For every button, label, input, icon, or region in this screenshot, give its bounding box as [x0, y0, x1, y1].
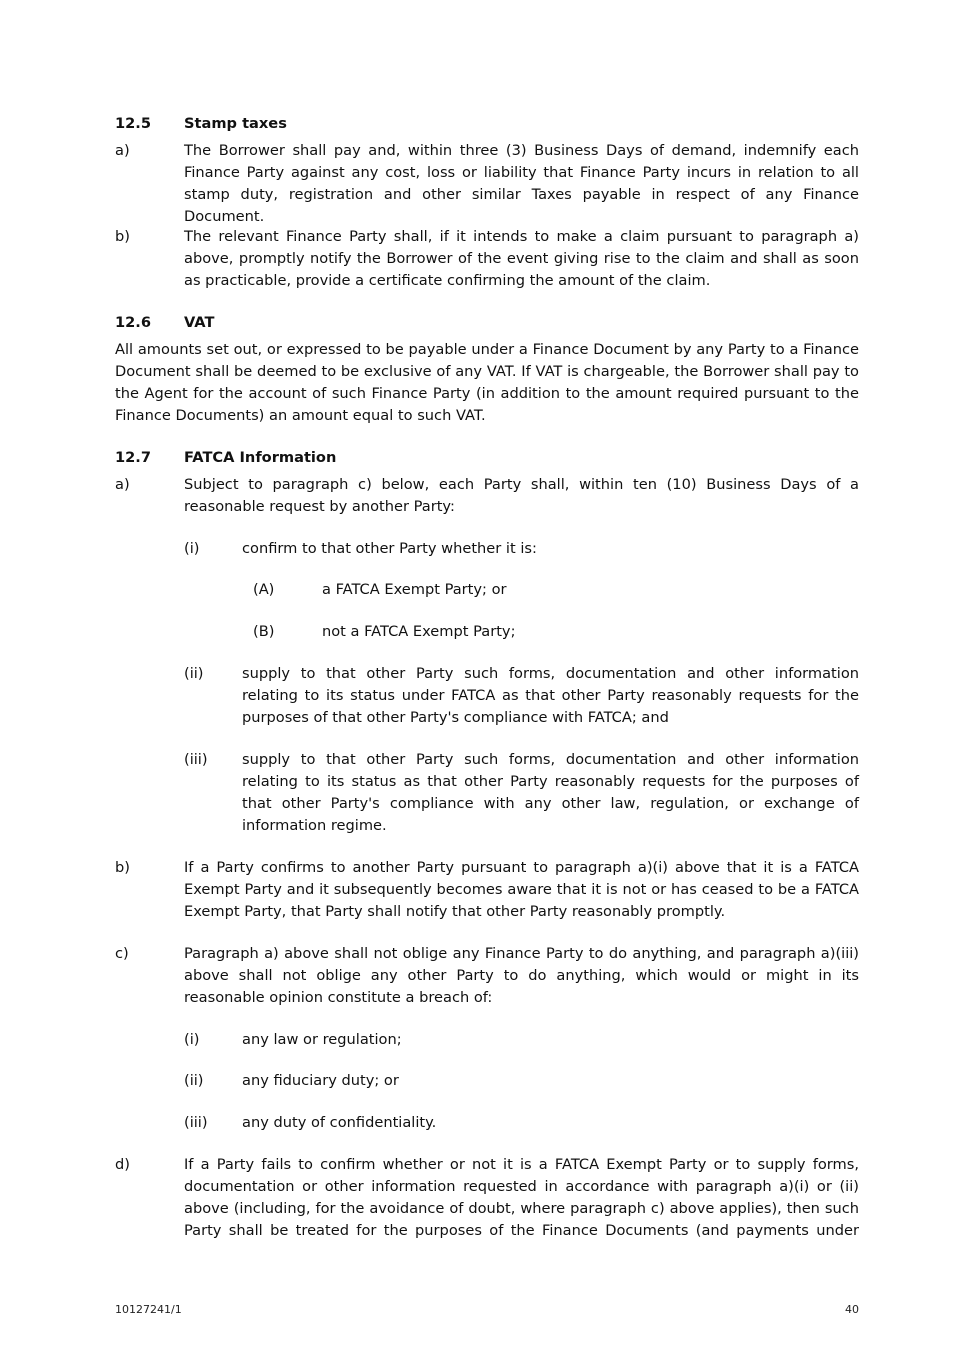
section-12-7-para-a-i: confirm to that other Party whether it is:: [242, 540, 537, 557]
subpara-label: (i): [184, 1031, 200, 1048]
section-12-7-para-a-i-A: a FATCA Exempt Party; or: [322, 581, 507, 598]
footer-page-number: 40: [845, 1303, 859, 1316]
section-12-5-number: 12.5: [115, 115, 152, 132]
section-12-7-para-a-ii: supply to that other Party such forms, documentation and other information relating to its status under FATCA as that other Party reasonably requests for the purposes of that other Party's compliance with FATCA; and: [242, 665, 859, 726]
section-12-7-para-c-ii: any fiduciary duty; or: [242, 1072, 399, 1089]
footer-doc-ref: 10127241/1: [115, 1303, 182, 1316]
section-12-7-para-c: Paragraph a) above shall not oblige any Finance Party to do anything, and paragraph a)(iii) above shall not oblige any other Party to do anything, which would or might in its reasonable opinion constitute a breach of:: [184, 945, 859, 1006]
para-label: a): [115, 142, 130, 159]
subpara-label: (ii): [184, 1072, 204, 1089]
section-12-7-para-a-i-B: not a FATCA Exempt Party;: [322, 623, 516, 640]
section-12-5-para-a: The Borrower shall pay and, within three (3) Business Days of demand, indemnify each Finance Party against any cost, loss or liability that Finance Party incurs in relation to all stamp duty, registration and other similar Taxes payable in respect of any Finance Document.: [184, 142, 859, 225]
para-label: b): [115, 228, 130, 245]
section-12-7-para-c-iii: any duty of confidentiality.: [242, 1114, 437, 1131]
section-12-7-para-b: If a Party confirms to another Party pursuant to paragraph a)(i) above that it is a FATCA Exempt Party and it subsequently becomes aware that it is not or has ceased to be a FATCA Exempt Party, that Party shall notify that other Party reasonably promptly.: [184, 859, 859, 920]
para-label: a): [115, 476, 130, 493]
section-12-7-para-c-i: any law or regulation;: [242, 1031, 402, 1048]
subpara-label: (ii): [184, 665, 204, 682]
section-12-7-para-d: If a Party fails to confirm whether or not it is a FATCA Exempt Party or to supply forms, documentation or other information requested in accordance with paragraph a)(i) or (ii) above (including, for the avoidance of doubt, where paragraph c) above applies), then such Party shall be treated for the purposes of the Finance Documents (and payments under: [184, 1156, 859, 1239]
para-label: b): [115, 859, 130, 876]
section-12-6-number: 12.6: [115, 314, 152, 331]
para-label: d): [115, 1156, 130, 1173]
section-12-5-para-b: The relevant Finance Party shall, if it intends to make a claim pursuant to paragraph a) above, promptly notify the Borrower of the event giving rise to the claim and shall as soon as practicable, provide a certificate confirming the amount of the claim.: [184, 228, 859, 289]
section-12-6-text: All amounts set out, or expressed to be payable under a Finance Document by any Party to a Finance Document shall be deemed to be exclusive of any VAT. If VAT is chargeable, the Borrower shall pay to the Agent for the account of such Finance Party (in addition to the amount required pursuant to the Finance Documents) an amount equal to such VAT.: [115, 341, 859, 424]
subpara-label: (iii): [184, 751, 208, 768]
section-12-6-title: VAT: [184, 314, 215, 331]
subsubpara-label: (A): [253, 581, 275, 598]
subpara-label: (iii): [184, 1114, 208, 1131]
section-12-7-title: FATCA Information: [184, 449, 337, 466]
subpara-label: (i): [184, 540, 200, 557]
section-12-7-number: 12.7: [115, 449, 152, 466]
section-12-7-para-a: Subject to paragraph c) below, each Party shall, within ten (10) Business Days of a reasonable request by another Party:: [184, 476, 859, 515]
section-12-7-para-a-iii: supply to that other Party such forms, documentation and other information relating to its status as that other Party reasonably requests for the purposes of that other Party's compliance with any other law, regulation, or exchange of information regime.: [242, 751, 859, 834]
subsubpara-label: (B): [253, 623, 275, 640]
para-label: c): [115, 945, 129, 962]
section-12-5-title: Stamp taxes: [184, 115, 287, 132]
